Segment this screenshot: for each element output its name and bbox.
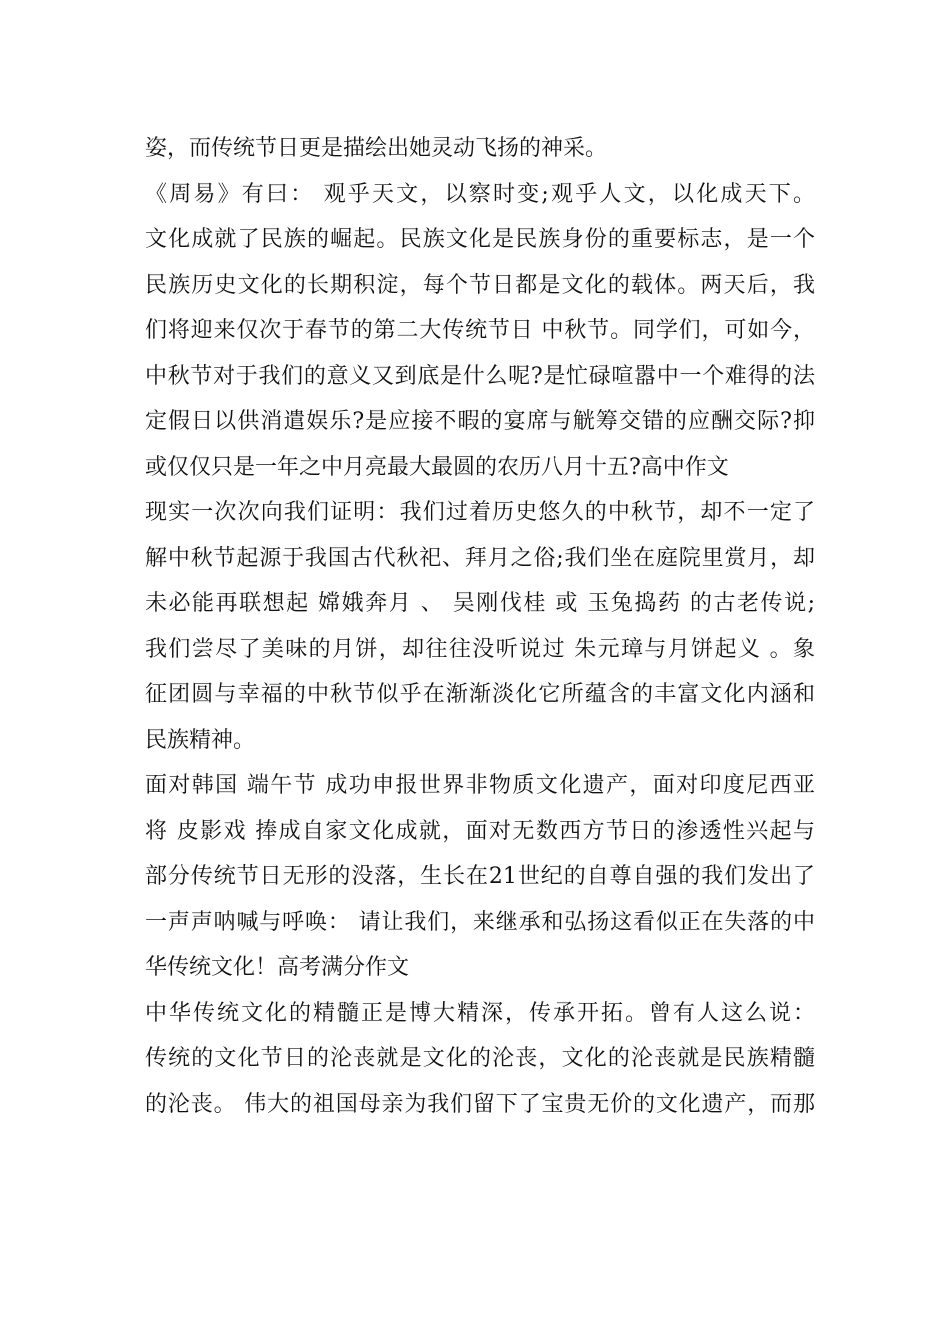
text-line: 现实一次次向我们证明：我们过着历史悠久的中秋节，却不一定了 [145, 500, 815, 525]
text-line: 姿，而传统节日更是描绘出她灵动飞扬的神采。 [145, 136, 608, 161]
text-line: 将 皮影戏 捧成自家文化成就，面对无数西方节日的渗透性兴起与 [145, 818, 815, 844]
text-line: 中秋节对于我们的意义又到底是什么呢?是忙碌喧嚣中一个难得的法 [145, 363, 815, 389]
text-line: 《周易》有曰： 观乎天文，以察时变;观乎人文，以化成天下。 [145, 181, 815, 207]
text-line: 未必能再联想起 嫦娥奔月 、 吴刚伐桂 或 玉兔捣药 的古老传说; [145, 591, 815, 616]
text-line: 我们尝尽了美味的月饼，却往往没听说过 朱元璋与月饼起义 。象 [145, 636, 815, 662]
text-line: 的沦丧。 伟大的祖国母亲为我们留下了宝贵无价的文化遗产，而那 [145, 1091, 815, 1117]
text-line: 部分传统节日无形的没落，生长在21世纪的自尊自强的我们发出了 [145, 864, 815, 889]
text-line: 或仅仅只是一年之中月亮最大最圆的农历八月十五?高中作文 [145, 454, 729, 480]
text-line: 传统的文化节日的沦丧就是文化的沦丧，文化的沦丧就是民族精髓 [145, 1046, 815, 1071]
text-line: 们将迎来仅次于春节的第二大传统节日 中秋节。同学们，可如今， [145, 318, 815, 343]
text-line: 民族精神。 [145, 727, 256, 753]
text-line: 中华传统文化的精髓正是博大精深，传承开拓。曾有人这么说： [145, 1000, 815, 1026]
text-line: 解中秋节起源于我国古代秋祀、拜月之俗;我们坐在庭院里赏月，却 [145, 545, 815, 571]
essay-text [145, 126, 815, 1127]
text-line: 征团圆与幸福的中秋节似乎在渐渐淡化它所蕴含的丰富文化内涵和 [145, 682, 815, 707]
text-line: 面对韩国 端午节 成功申报世界非物质文化遗产，面对印度尼西亚 [145, 773, 815, 798]
text-line: 华传统文化！高考满分作文 [145, 955, 410, 980]
text-line: 定假日以供消遣娱乐?是应接不暇的宴席与觥筹交错的应酬交际?抑 [145, 409, 815, 434]
text-line: 文化成就了民族的崛起。民族文化是民族身份的重要标志，是一个 [145, 227, 815, 252]
text-line: 一声声呐喊与呼唤： 请让我们，来继承和弘扬这看似正在失落的中 [145, 909, 815, 935]
text-line: 民族历史文化的长期积淀，每个节日都是文化的载体。两天后，我 [145, 272, 815, 298]
